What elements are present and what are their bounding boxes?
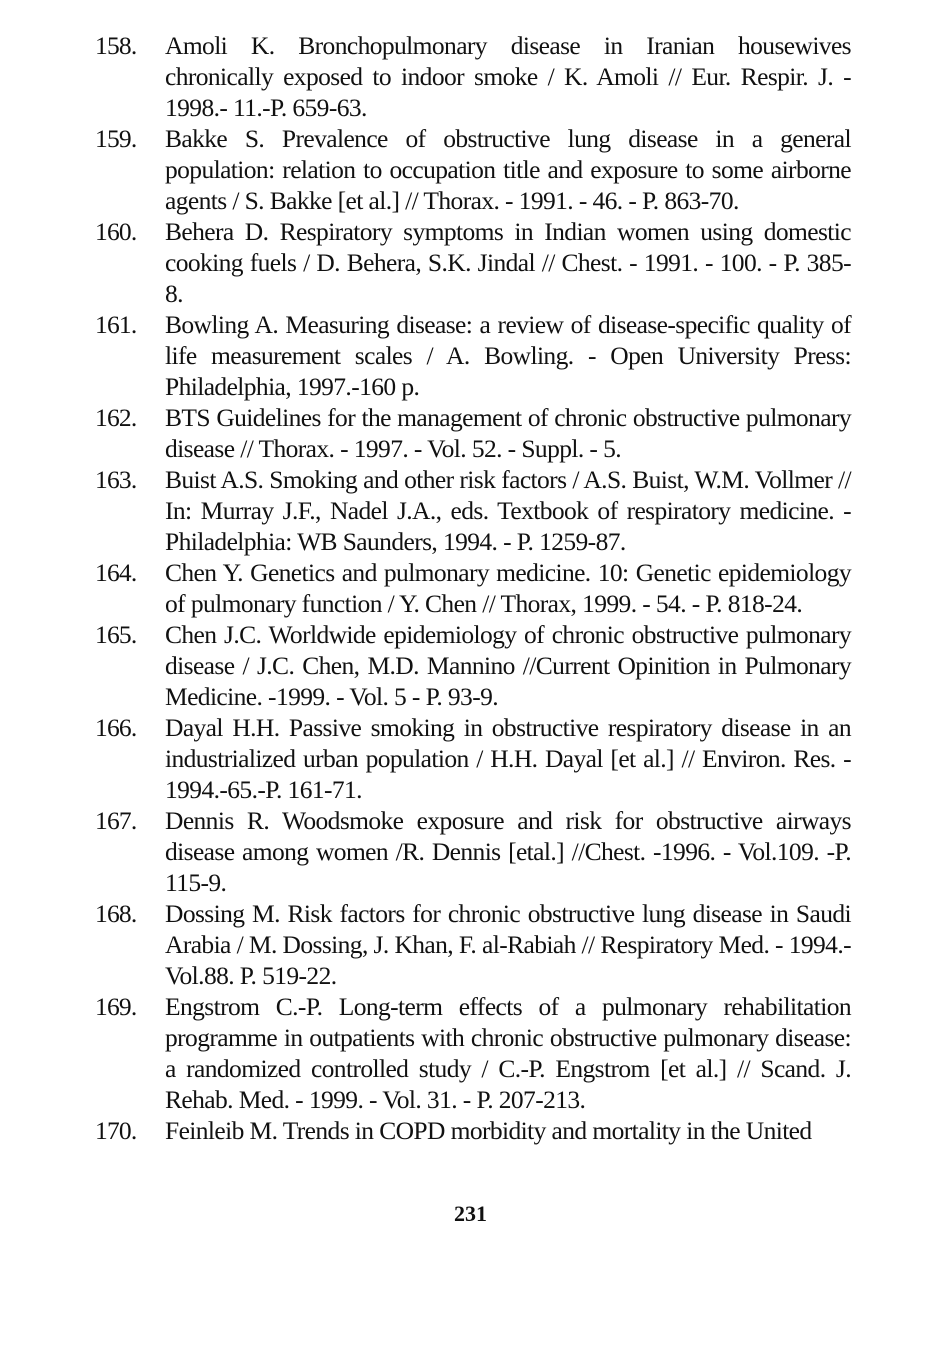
reference-text: BTS Guidelines for the management of chronic obstructive pulmonary disease // Thorax. - 1997. - Vol. 52. - Suppl. - 5. <box>165 403 851 463</box>
reference-number: 169. <box>95 992 137 1021</box>
reference-list <box>95 30 851 1146</box>
reference-number: 167. <box>95 806 137 835</box>
reference-number: 166. <box>95 713 137 742</box>
reference-item <box>95 123 851 216</box>
reference-item <box>95 805 851 898</box>
reference-item <box>95 216 851 309</box>
reference-text: Amoli K. Bronchopulmonary disease in Iranian housewives chronically exposed to indoor smoke / K. Amoli // Eur. Respir. J. - 1998.- 11.-P. 659-63. <box>165 31 851 122</box>
reference-text: Feinleib M. Trends in COPD morbidity and mortality in the United <box>165 1116 812 1145</box>
reference-text: Engstrom C.-P. Long-term effects of a pulmonary rehabilitation programme in outpatients with chronic obstructive pulmonary disease: a randomized controlled study / C.-P. Engstrom [et al.] // Scand. J. Rehab. Med. - 1999. - Vol. 31. - P. 207-213. <box>165 992 851 1114</box>
reference-number: 160. <box>95 217 137 246</box>
reference-text: Bowling A. Measuring disease: a review of disease-specific quality of life measurement scales / A. Bowling. - Open University Press: Philadelphia, 1997.-160 p. <box>165 310 851 401</box>
reference-item <box>95 464 851 557</box>
reference-item <box>95 898 851 991</box>
reference-number: 161. <box>95 310 137 339</box>
reference-text: Dayal H.H. Passive smoking in obstructive respiratory disease in an industrialized urban population / H.H. Dayal [et al.] // Environ. Res. - 1994.-65.-P. 161-71. <box>165 713 851 804</box>
reference-text: Buist A.S. Smoking and other risk factors / A.S. Buist, W.M. Vollmer // In: Murray J.F., Nadel J.A., eds. Textbook of respiratory medicine. - Philadelphia: WB Saunders, 1994. - P. 1259-87. <box>165 465 851 556</box>
reference-item <box>95 402 851 464</box>
reference-text: Chen J.C. Worldwide epidemiology of chronic obstructive pulmonary disease / J.C. Chen, M.D. Mannino //Current Opinition in Pulmonary Medicine. -1999. - Vol. 5 - P. 93-9. <box>165 620 851 711</box>
reference-item <box>95 30 851 123</box>
reference-text: Bakke S. Prevalence of obstructive lung disease in a general population: relation to occupation title and exposure to some airborne agents / S. Bakke [et al.] // Thorax. - 1991. - 46. - P. 863-70. <box>165 124 851 215</box>
reference-item <box>95 712 851 805</box>
reference-number: 162. <box>95 403 137 432</box>
reference-text: Chen Y. Genetics and pulmonary medicine. 10: Genetic epidemiology of pulmonary function / Y. Chen // Thorax, 1999. - 54. - P. 818-24. <box>165 558 851 618</box>
reference-number: 170. <box>95 1116 137 1145</box>
reference-number: 159. <box>95 124 137 153</box>
reference-item <box>95 309 851 402</box>
page-number: 231 <box>454 1201 487 1226</box>
reference-number: 163. <box>95 465 137 494</box>
reference-text: Behera D. Respiratory symptoms in Indian women using domestic cooking fuels / D. Behera, S.K. Jindal // Chest. - 1991. - 100. - P. 385-8. <box>165 217 851 308</box>
reference-number: 164. <box>95 558 137 587</box>
reference-item <box>95 557 851 619</box>
reference-number: 168. <box>95 899 137 928</box>
reference-text: Dennis R. Woodsmoke exposure and risk for obstructive airways disease among women /R. Dennis [etal.] //Chest. -1996. - Vol.109. -P. 115-9. <box>165 806 851 897</box>
reference-item <box>95 1115 851 1146</box>
reference-number: 165. <box>95 620 137 649</box>
reference-text: Dossing M. Risk factors for chronic obstructive lung disease in Saudi Arabia / M. Dossing, J. Khan, F. al-Rabiah // Respiratory Med. - 1994.-Vol.88. P. 519-22. <box>165 899 851 990</box>
reference-number: 158. <box>95 31 137 60</box>
reference-item <box>95 619 851 712</box>
reference-item <box>95 991 851 1115</box>
